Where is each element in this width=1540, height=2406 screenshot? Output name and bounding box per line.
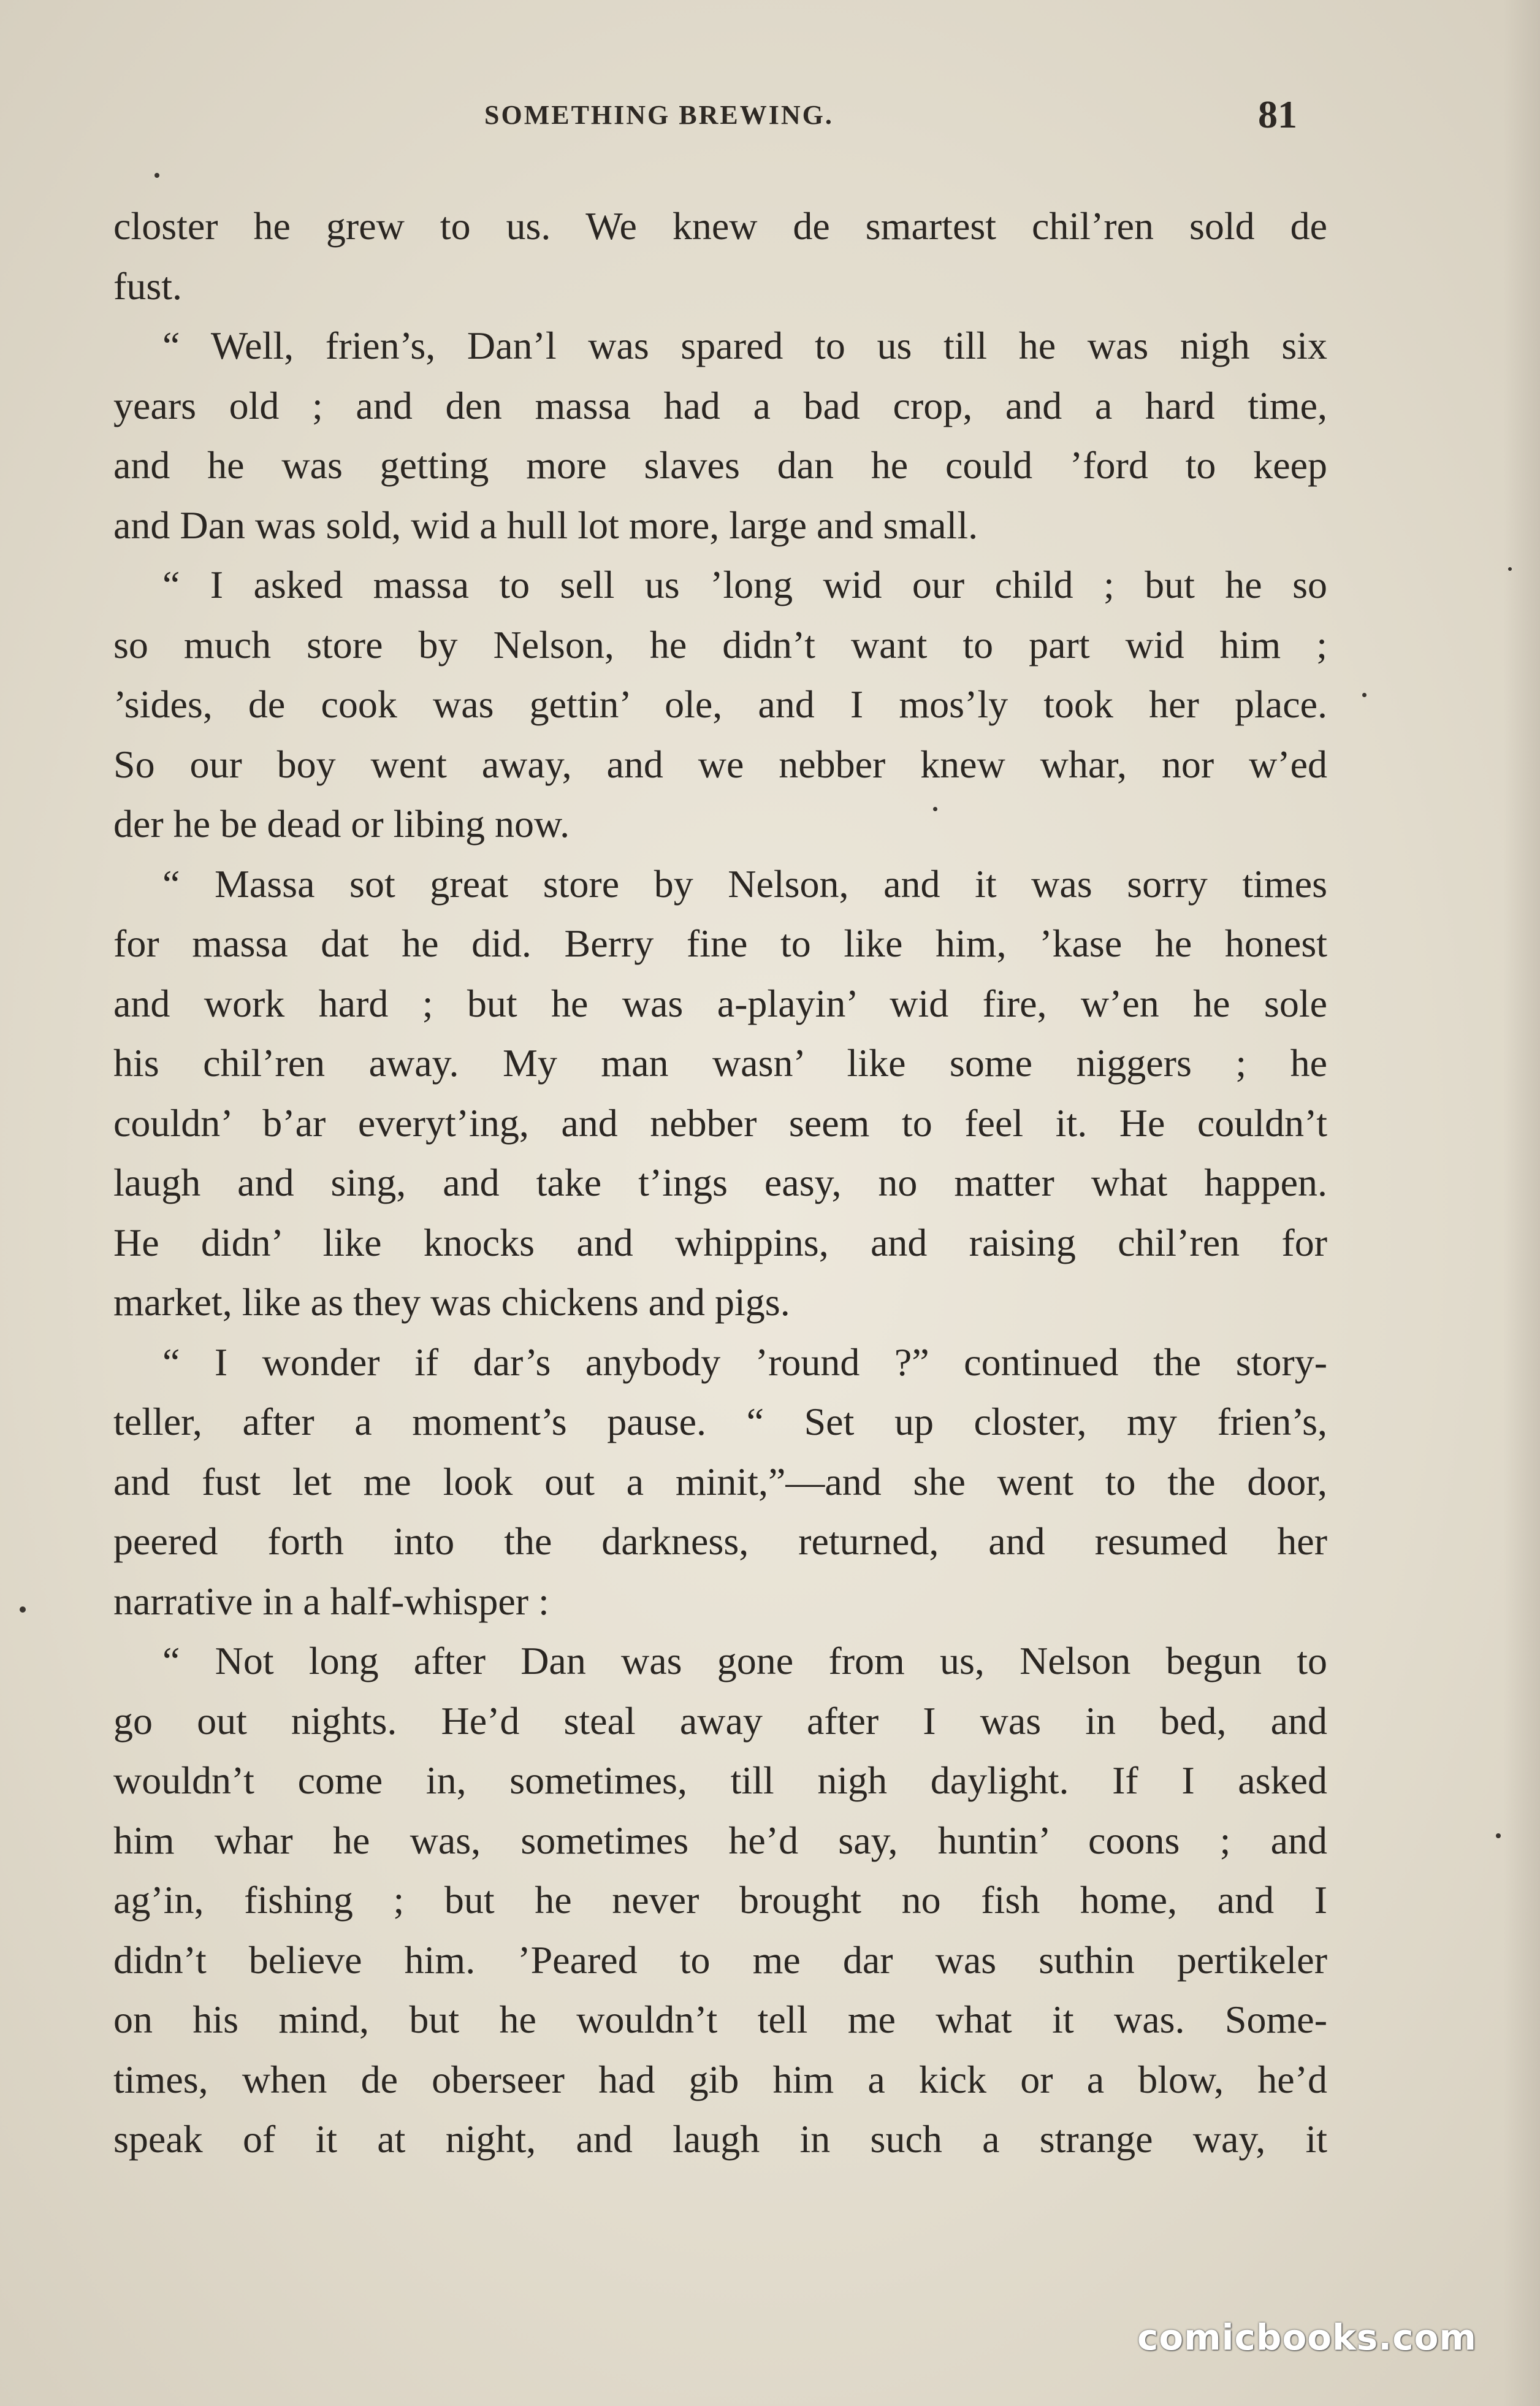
body-line: so much store by Nelson, he didn’t want to part wid him ; — [113, 622, 1327, 666]
body-line: on his mind, but he wouldn’t tell me what it was. Some- — [113, 1998, 1327, 2041]
body-line: ’sides, de cook was gettin’ ole, and I mos’ly took her place. — [113, 682, 1327, 726]
body-line: and he was getting more slaves dan he could ’ford to keep — [113, 443, 1327, 487]
body-line: him whar he was, sometimes he’d say, huntin’ coons ; and — [113, 1818, 1327, 1862]
running-head-title: SOMETHING BREWING. — [484, 100, 834, 130]
ink-speck — [154, 173, 159, 178]
body-line: speak of it at night, and laugh in such a strange way, it — [113, 2117, 1327, 2161]
page-number: 81 — [1258, 93, 1297, 136]
body-line: closter he grew to us. We knew de smartest chil’ren sold de — [113, 204, 1327, 248]
running-head — [0, 92, 1540, 147]
ink-speck — [1362, 693, 1367, 697]
body-line: teller, after a moment’s pause. “ Set up closter, my frien’s, — [113, 1400, 1327, 1443]
body-line: “ I asked massa to sell us ’long wid our child ; but he so — [162, 563, 1327, 606]
body-line: years old ; and den massa had a bad crop, and a hard time, — [113, 383, 1327, 427]
body-line: narrative in a half-whisper : — [113, 1579, 549, 1623]
body-line: and Dan was sold, wid a hull lot more, large and small. — [113, 503, 978, 547]
body-line: der he be dead or libing now. — [113, 802, 570, 846]
body-line: laugh and sing, and take t’ings easy, no matter what happen. — [113, 1161, 1327, 1204]
page-edge-shadow — [1503, 0, 1540, 2406]
body-line: couldn’ b’ar everyt’ing, and nebber seem to feel it. He couldn’t — [113, 1101, 1327, 1145]
ink-speck — [1496, 1833, 1501, 1838]
body-text — [113, 196, 1327, 2169]
body-line: didn’t believe him. ’Peared to me dar was suthin pertikeler — [113, 1938, 1327, 1982]
body-line: “ Not long after Dan was gone from us, Nelson begun to — [162, 1639, 1327, 1682]
body-line: times, when de oberseer had gib him a kick or a blow, he’d — [113, 2057, 1327, 2101]
watermark: comicbooks.com — [1137, 2316, 1477, 2358]
body-line: for massa dat he did. Berry fine to like him, ’kase he honest — [113, 922, 1327, 965]
body-line: He didn’ like knocks and whippins, and raising chil’ren for — [113, 1220, 1327, 1264]
body-line: “ Massa sot great store by Nelson, and it was sorry times — [162, 861, 1327, 906]
body-line: and work hard ; but he was a-playin’ wid fire, w’en he sole — [113, 981, 1327, 1025]
body-line: market, like as they was chickens and pigs. — [113, 1280, 790, 1324]
body-line: wouldn’t come in, sometimes, till nigh daylight. If I asked — [113, 1759, 1327, 1802]
body-line: So our boy went away, and we nebber knew whar, nor w’ed — [113, 742, 1327, 786]
body-line: “ I wonder if dar’s anybody ’round ?” continued the story- — [162, 1340, 1327, 1384]
ink-speck — [1508, 567, 1512, 571]
body-line: and fust let me look out a minit,”—and she went to the door, — [113, 1459, 1327, 1503]
ink-speck — [20, 1606, 26, 1613]
body-line: peered forth into the darkness, returned, and resumed her — [113, 1519, 1327, 1563]
ink-speck — [933, 807, 937, 811]
body-line: ag’in, fishing ; but he never brought no fish home, and I — [113, 1878, 1327, 1922]
body-line: “ Well, frien’s, Dan’l was spared to us till he was nigh six — [162, 324, 1327, 367]
body-line: go out nights. He’d steal away after I was in bed, and — [113, 1698, 1327, 1743]
body-line: fust. — [113, 264, 182, 308]
body-line: his chil’ren away. My man wasn’ like some niggers ; he — [113, 1041, 1327, 1085]
